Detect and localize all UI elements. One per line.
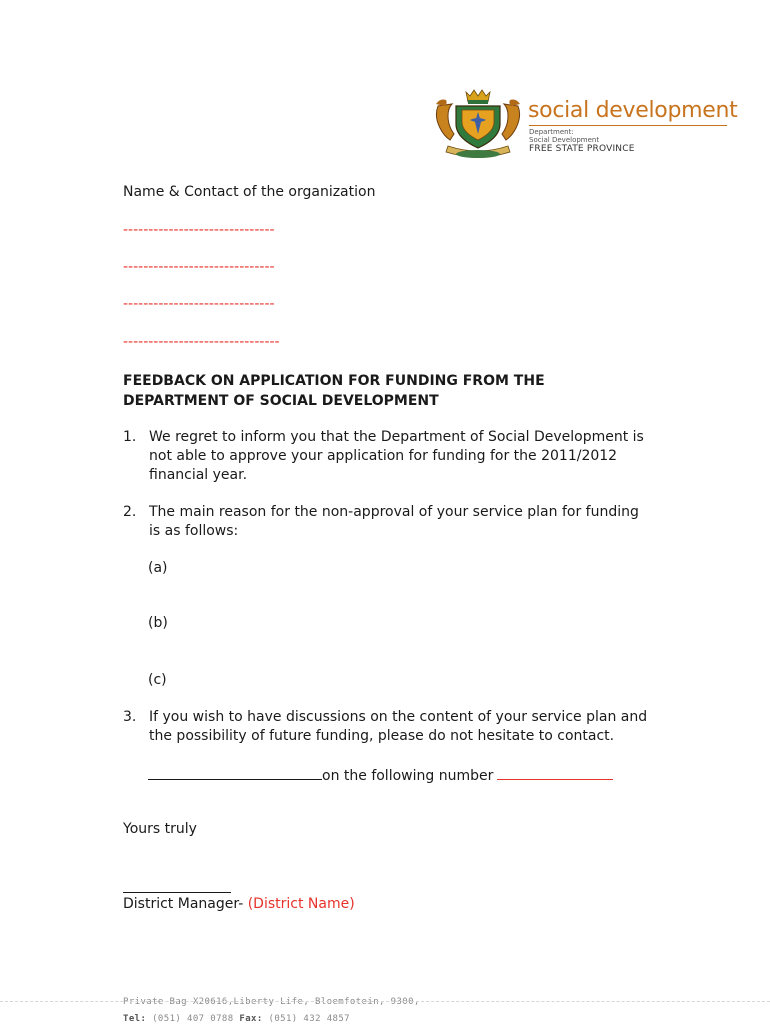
organization-blank-line: ------------------------------ xyxy=(123,259,275,275)
coat-of-arms-icon xyxy=(432,86,524,160)
closing: Yours truly xyxy=(123,821,197,837)
signatory-district: (District Name) xyxy=(247,896,355,912)
signatory-title: District Manager- xyxy=(123,896,244,912)
contact-name-blank xyxy=(148,765,322,780)
list-item xyxy=(123,428,653,488)
contact-line xyxy=(148,765,613,784)
heading-line-1: FEEDBACK ON APPLICATION FOR FUNDING FROM THE xyxy=(123,373,545,389)
reason-label: (b) xyxy=(148,615,168,631)
item-text: The main reason for the non-approval of your service plan for funding is as follows: xyxy=(149,504,639,539)
list-item xyxy=(123,503,653,543)
contact-number-blank xyxy=(497,765,613,780)
fax-number: (051) 432 4857 xyxy=(268,1014,350,1024)
tel-number: (051) 407 0788 xyxy=(152,1014,234,1024)
department-line-2: Social Development xyxy=(529,136,600,144)
heading-line-2: DEPARTMENT OF SOCIAL DEVELOPMENT xyxy=(123,393,439,409)
footer-divider xyxy=(0,1001,770,1002)
brand-name: social development xyxy=(528,98,738,123)
item-number: 3. xyxy=(123,709,137,725)
footer-address: Private Bag X20616,Liberty Life, Bloemfotein, 9300, xyxy=(123,997,420,1007)
fax-label: Fax: xyxy=(239,1014,263,1024)
province-label: FREE STATE PROVINCE xyxy=(529,144,635,154)
item-number: 1. xyxy=(123,429,137,445)
contact-text: on the following number xyxy=(322,768,494,784)
item-text: We regret to inform you that the Department of Social Development is not able to approve your application for funding for the 2011/2012 financial year. xyxy=(149,429,644,483)
department-line-1: Department: xyxy=(529,128,574,136)
organization-blank-line: ------------------------------- xyxy=(123,334,280,350)
list-item xyxy=(123,708,653,748)
item-number: 2. xyxy=(123,504,137,520)
department-label xyxy=(529,128,599,144)
letter-heading xyxy=(123,371,545,411)
letterhead xyxy=(432,86,742,160)
tel-label: Tel: xyxy=(123,1014,147,1024)
item-text: If you wish to have discussions on the content of your service plan and the possibility of future funding, please do not hesitate to contact. xyxy=(149,709,648,744)
reason-label: (c) xyxy=(148,672,167,688)
organization-blank-line: ------------------------------ xyxy=(123,222,275,238)
signature-line xyxy=(123,892,231,893)
brand-rule xyxy=(529,125,727,126)
organization-label: Name & Contact of the organization xyxy=(123,184,376,200)
signatory xyxy=(123,896,355,912)
organization-blank-line: ------------------------------ xyxy=(123,296,275,312)
reason-label: (a) xyxy=(148,560,168,576)
footer-contact xyxy=(123,1014,350,1024)
